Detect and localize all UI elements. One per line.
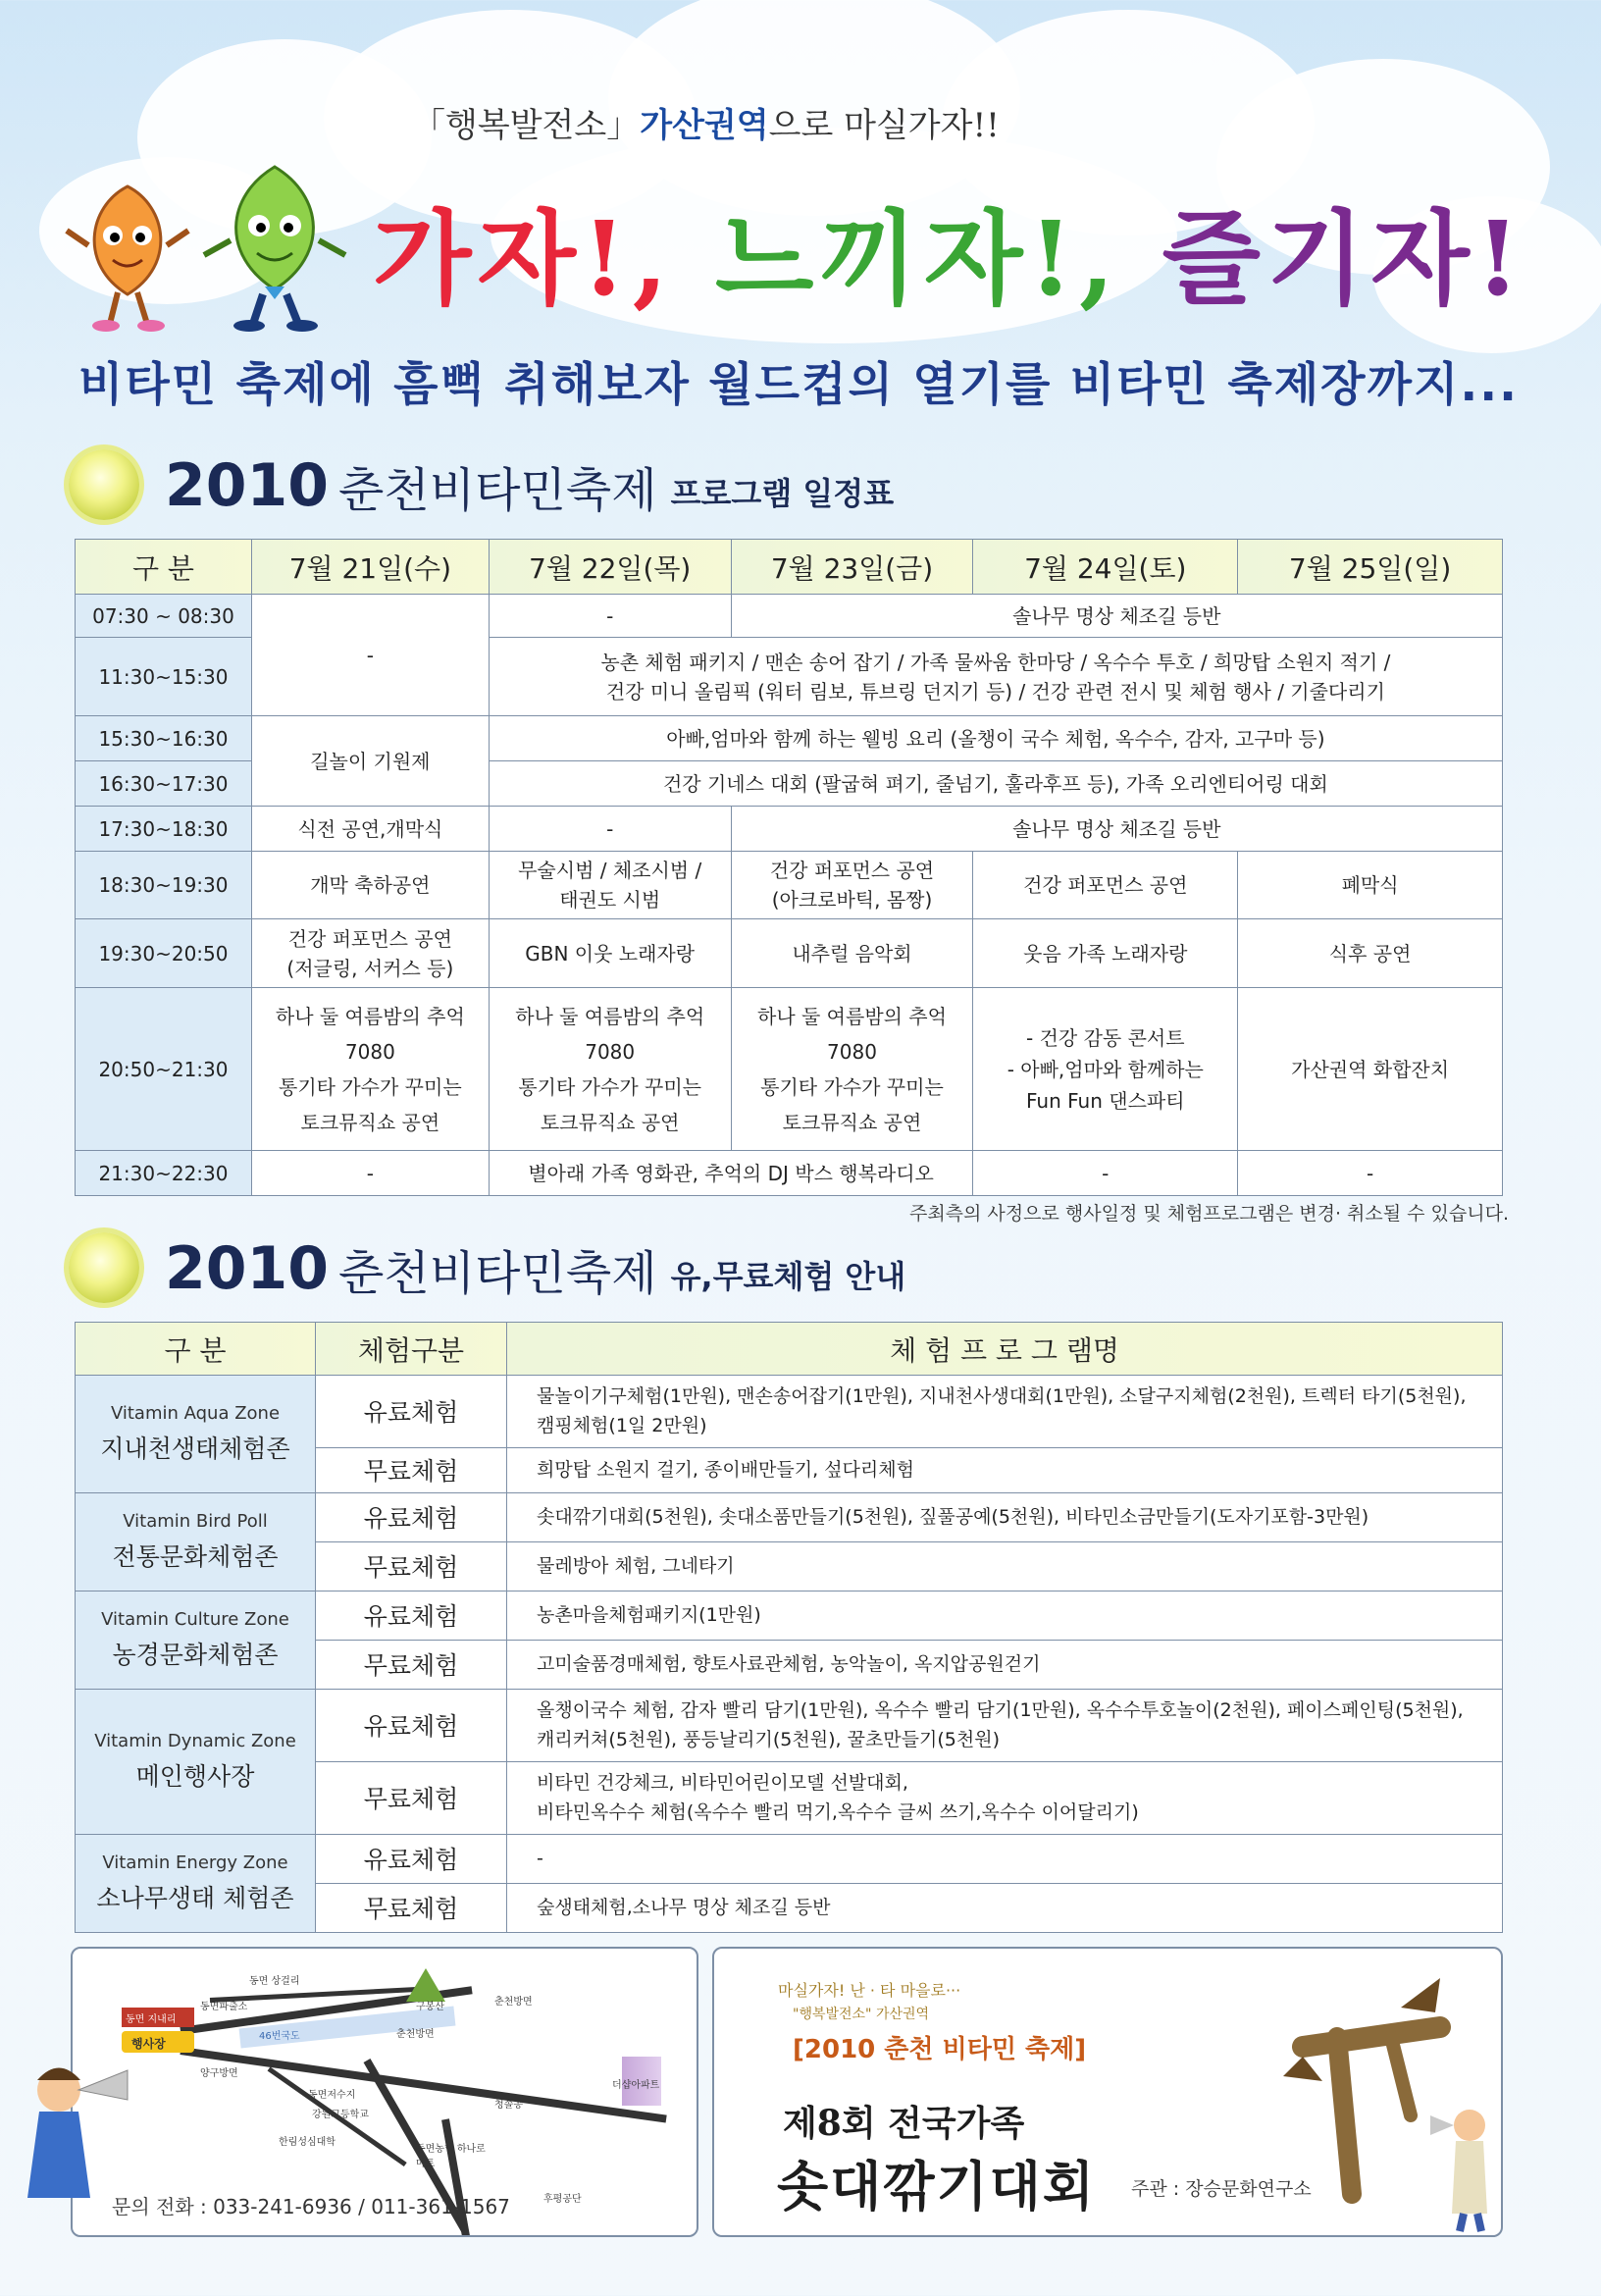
time-cell: 15:30~16:30	[76, 716, 252, 761]
kind-cell: 유료체험	[316, 1834, 507, 1883]
sun-icon	[69, 449, 139, 520]
promo-event-name: 솟대깎기대회	[777, 2155, 1096, 2218]
kind-cell: 유료체험	[316, 1689, 507, 1761]
schedule-cell: 식후 공연	[1238, 919, 1503, 988]
header-cell: 7월 22일(목)	[489, 540, 731, 595]
time-cell: 07:30 ~ 08:30	[76, 595, 252, 638]
contact-phone: 문의 전화 : 033-241-6936 / 011-361-1567	[112, 2195, 510, 2218]
map-label: 동면 상걸리	[249, 1976, 300, 1987]
schedule-cell: 가산권역 화합잔치	[1238, 988, 1503, 1151]
header-cell: 체험구분	[316, 1323, 507, 1376]
table-row	[76, 1376, 1503, 1448]
table-row	[76, 1151, 1503, 1196]
header-cell: 구 분	[76, 1323, 316, 1376]
zone-cell: Vitamin Energy Zone 소나무생태 체험존	[76, 1834, 316, 1932]
map-label: 한림성심대학	[279, 2137, 336, 2148]
slogan-part-3: 즐기자!	[1162, 198, 1526, 319]
table-header-row	[76, 1323, 1503, 1376]
schedule-cell: 농촌 체험 패키지 / 맨손 송어 잡기 / 가족 물싸움 한마당 / 옥수수 투호 / 희망탑 소원지 적기 / 건강 미니 올림픽 (워터 림보, 튜브링 던지기 등) / 건강 관련 전시 및 체험 행사 / 기줄다리기	[489, 638, 1502, 716]
map-label: 더샵아파트	[612, 2080, 660, 2091]
schedule-cell: 개막 축하공연	[251, 852, 489, 919]
kind-cell: 무료체험	[316, 1447, 507, 1492]
table-row	[76, 1492, 1503, 1541]
schedule-cell: 하나 둘 여름밤의 추억 7080 통기타 가수가 꾸미는 토크뮤직쇼 공연	[731, 988, 973, 1151]
experience-section-title: 2010 춘천비타민축제 유,무료체험 안내	[69, 1232, 905, 1303]
trumpet-boy-icon	[20, 2051, 137, 2218]
schedule-section-title: 2010 춘천비타민축제 프로그램 일정표	[69, 449, 894, 520]
subtitle: 비타민 축제에 흠뻑 취해보자 월드컵의 열기를 비타민 축제장까지...	[78, 358, 1519, 412]
schedule-cell: 하나 둘 여름밤의 추억 7080 통기타 가수가 꾸미는 토크뮤직쇼 공연	[489, 988, 731, 1151]
trumpet-boy-icon	[1430, 2096, 1499, 2233]
schedule-cell: 웃음 가족 노래자랑	[973, 919, 1238, 988]
header-cell: 7월 24일(토)	[973, 540, 1238, 595]
program-cell: 올챙이국수 체험, 감자 빨리 담기(1만원), 옥수수 빨리 담기(1만원), 옥수수투호놀이(2천원), 페이스페인팅(5천원), 캐리커쳐(5천원), 풍등날리기(5천원), 꿀초만들기(5천원)	[507, 1689, 1503, 1761]
program-cell: 솟대깎기대회(5천원), 솟대소품만들기(5천원), 짚풀공예(5천원), 비타민소금만들기(도자기포함-3만원)	[507, 1492, 1503, 1541]
tagline: 「행복발전소」가산권역으로 마실가자!!	[412, 106, 1000, 145]
map-label: 춘천방면	[396, 2029, 435, 2040]
map-label: 행사장	[131, 2037, 166, 2051]
map-label: 동면저수지	[308, 2090, 356, 2101]
schedule-note: 주최측의 사정으로 행사일정 및 체험프로그램은 변경· 취소될 수 있습니다.	[908, 1203, 1509, 1225]
map-label: 춘천방면	[494, 1997, 533, 2008]
mascot-green-icon	[196, 157, 353, 334]
table-row	[76, 1689, 1503, 1761]
zone-cell: Vitamin Culture Zone 농경문화체험존	[76, 1591, 316, 1689]
schedule-cell: 건강 퍼포먼스 공연 (아크로바틱, 몸짱)	[731, 852, 973, 919]
schedule-cell: 건강 퍼포먼스 공연 (저글링, 서커스 등)	[251, 919, 489, 988]
schedule-cell: 별아래 가족 영화관, 추억의 DJ 박스 행복라디오	[489, 1151, 973, 1196]
schedule-cell: 하나 둘 여름밤의 추억 7080 통기타 가수가 꾸미는 토크뮤직쇼 공연	[251, 988, 489, 1151]
map-label: 동면농협 하나로마트	[416, 2144, 486, 2169]
program-cell: 농촌마을체험패키지(1만원)	[507, 1591, 1503, 1640]
schedule-cell: 식전 공연,개막식	[251, 807, 489, 852]
program-cell: 비타민 건강체크, 비타민어린이모델 선발대회, 비타민옥수수 체험(옥수수 빨리 먹기,옥수수 글씨 쓰기,옥수수 이어달리기)	[507, 1761, 1503, 1834]
promo-top-line: 마실가자! 난 · 타 마을로···	[778, 1981, 961, 2000]
experience-table	[75, 1322, 1503, 1933]
map-label: 양구방면	[200, 2068, 238, 2079]
main-slogan	[373, 177, 1526, 324]
map-label: 강원고등학교	[312, 2110, 369, 2120]
time-cell: 21:30~22:30	[76, 1151, 252, 1196]
kind-cell: 무료체험	[316, 1541, 507, 1591]
zone-cell: Vitamin Bird Poll 전통문화체험존	[76, 1492, 316, 1591]
table-header-row	[76, 540, 1503, 595]
map-panel	[71, 1947, 698, 2237]
table-row	[76, 1591, 1503, 1640]
table-row	[76, 807, 1503, 852]
table-row	[76, 595, 1503, 638]
schedule-cell: 길놀이 기원제	[251, 716, 489, 807]
table-row	[76, 852, 1503, 919]
program-cell: 숲생태체험,소나무 명상 체조길 등반	[507, 1883, 1503, 1932]
schedule-cell: 무술시범 / 체조시범 / 태권도 시범	[489, 852, 731, 919]
table-row	[76, 988, 1503, 1151]
schedule-table	[75, 539, 1503, 1196]
kind-cell: 무료체험	[316, 1883, 507, 1932]
kind-cell: 유료체험	[316, 1376, 507, 1448]
schedule-cell: -	[489, 595, 731, 638]
time-cell: 17:30~18:30	[76, 807, 252, 852]
time-cell: 19:30~20:50	[76, 919, 252, 988]
time-cell: 20:50~21:30	[76, 988, 252, 1151]
kind-cell: 유료체험	[316, 1591, 507, 1640]
promo-panel	[712, 1947, 1503, 2237]
table-row	[76, 919, 1503, 988]
promo-organizer: 주관 : 장승문화연구소	[1131, 2178, 1312, 2200]
schedule-cell: -	[251, 1151, 489, 1196]
kind-cell: 무료체험	[316, 1761, 507, 1834]
map-label: 구봉산	[416, 2002, 444, 2012]
schedule-cell: - 건강 감동 콘서트 - 아빠,엄마와 함께하는 Fun Fun 댄스파티	[973, 988, 1238, 1151]
schedule-cell: 아빠,엄마와 함께 하는 웰빙 요리 (올챙이 국수 체험, 옥수수, 감자, 고구마 등)	[489, 716, 1502, 761]
header-cell: 7월 21일(수)	[251, 540, 489, 595]
schedule-cell: -	[1238, 1151, 1503, 1196]
program-cell: 물놀이기구체험(1만원), 맨손송어잡기(1만원), 지내천사생대회(1만원), 소달구지체험(2천원), 트렉터 타기(5천원), 캠핑체험(1일 2만원)	[507, 1376, 1503, 1448]
map-road	[180, 2047, 666, 2123]
map-label: 청솔공	[494, 2100, 523, 2111]
program-cell: 희망탑 소원지 걸기, 종이배만들기, 섶다리체험	[507, 1447, 1503, 1492]
schedule-cell: -	[251, 595, 489, 716]
sun-icon	[69, 1232, 139, 1303]
schedule-cell: 건강 기네스 대회 (팔굽혀 펴기, 줄넘기, 훌라후프 등), 가족 오리엔티어링 대회	[489, 761, 1502, 807]
map-label: 후평공단	[543, 2194, 582, 2205]
slogan-part-2: 느끼자!,	[715, 198, 1121, 319]
program-cell: -	[507, 1834, 1503, 1883]
time-cell: 11:30~15:30	[76, 638, 252, 716]
schedule-cell: 솔나무 명상 체조길 등반	[731, 595, 1502, 638]
schedule-cell: 건강 퍼포먼스 공연	[973, 852, 1238, 919]
schedule-cell: 내추럴 음악회	[731, 919, 973, 988]
zone-cell: Vitamin Dynamic Zone 메인행사장	[76, 1689, 316, 1834]
schedule-cell: 폐막식	[1238, 852, 1503, 919]
program-cell: 물레방아 체험, 그네타기	[507, 1541, 1503, 1591]
promo-festival: [2010 춘천 비타민 축제]	[793, 2035, 1087, 2064]
promo-top-line-2: "행복발전소" 가산권역	[793, 2007, 930, 2022]
schedule-cell: -	[973, 1151, 1238, 1196]
mountain-icon	[406, 1968, 445, 2002]
time-cell: 18:30~19:30	[76, 852, 252, 919]
map-label: 동면파출소	[200, 2002, 248, 2012]
zone-cell: Vitamin Aqua Zone 지내천생태체험존	[76, 1376, 316, 1493]
mascot-orange-icon	[59, 177, 196, 334]
header-cell: 구 분	[76, 540, 252, 595]
header-cell: 7월 23일(금)	[731, 540, 973, 595]
promo-event-round: 제8회 전국가족	[783, 2103, 1025, 2144]
header-cell: 7월 25일(일)	[1238, 540, 1503, 595]
schedule-cell: -	[489, 807, 731, 852]
map-label: 동면 지내리	[126, 2014, 177, 2025]
time-cell: 16:30~17:30	[76, 761, 252, 807]
kind-cell: 유료체험	[316, 1492, 507, 1541]
table-row	[76, 1834, 1503, 1883]
table-row	[76, 716, 1503, 761]
schedule-cell: 솔나무 명상 체조길 등반	[731, 807, 1502, 852]
slogan-part-1: 가자!,	[373, 198, 674, 319]
header-cell: 체 험 프 로 그 램명	[507, 1323, 1503, 1376]
map-label: 46번국도	[259, 2031, 300, 2042]
kind-cell: 무료체험	[316, 1640, 507, 1689]
schedule-cell: GBN 이웃 노래자랑	[489, 919, 731, 988]
program-cell: 고미술품경매체험, 향토사료관체험, 농악놀이, 옥지압공원걷기	[507, 1640, 1503, 1689]
